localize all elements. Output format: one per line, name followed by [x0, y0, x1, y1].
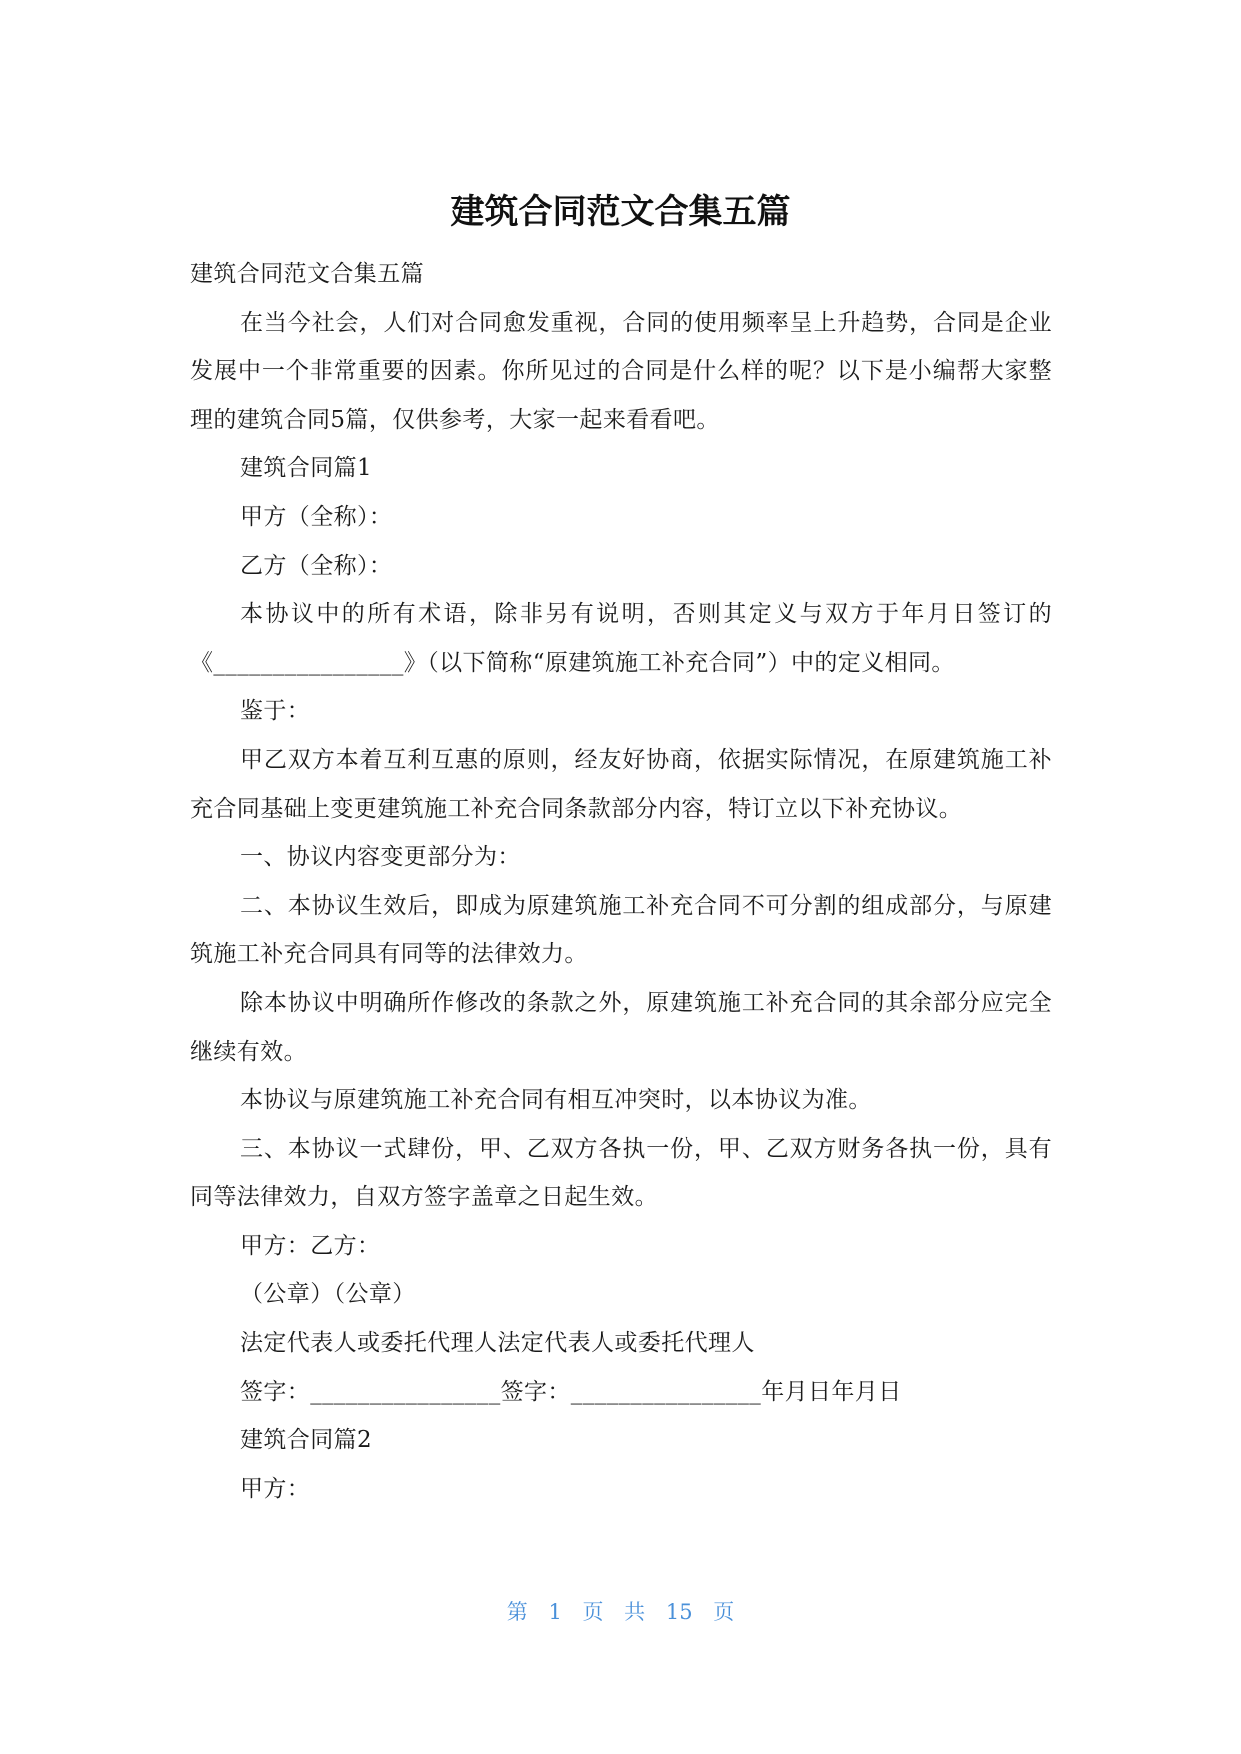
page-number-footer: 第 1 页 共 15 页	[506, 1600, 735, 1624]
section-heading: 建筑合同篇2	[240, 1427, 373, 1454]
paragraph: 建筑合同范文合集五篇	[190, 261, 424, 287]
paragraph: 二、本协议生效后，即成为原建筑施工补充合同不可分割的组成部分，与原建筑施工补充合同具有同等的法律效力。	[190, 892, 1052, 968]
paragraph: 甲方：乙方：	[240, 1232, 381, 1259]
paragraph: 三、本协议一式肆份，甲、乙双方各执一份，甲、乙双方财务各执一份，具有同等法律效力，自双方签字盖章之日起生效。	[190, 1135, 1052, 1211]
paragraph: 在当今社会，人们对合同愈发重视，合同的使用频率呈上升趋势，合同是企业发展中一个非常重要的因素。你所见过的合同是什么样的呢？以下是小编帮大家整理的建筑合同5篇，仅供参考，大家一起来看看吧。	[190, 309, 1052, 433]
paragraph: 甲乙双方本着互利互惠的原则，经友好协商，依据实际情况，在原建筑施工补充合同基础上变更建筑施工补充合同条款部分内容，特订立以下补充协议。	[190, 746, 1052, 822]
paragraph: 签字：________________签字：________________年月日年月日	[240, 1378, 902, 1405]
paragraph: 鉴于：	[240, 698, 311, 725]
document-title: 建筑合同范文合集五篇	[450, 192, 791, 232]
paragraph: 本协议中的所有术语，除非另有说明，否则其定义与双方于年月日签订的《________________》（以下简称“原建筑施工补充合同”）中的定义相同。	[190, 601, 1052, 676]
paragraph: 乙方（全称）：	[240, 552, 393, 579]
paragraph: 甲方（全称）：	[240, 503, 393, 530]
paragraph: 法定代表人或委托代理人法定代表人或委托代理人	[240, 1330, 755, 1357]
paragraph: 本协议与原建筑施工补充合同有相互冲突时，以本协议为准。	[240, 1087, 872, 1114]
paragraph: 甲方：	[240, 1475, 311, 1502]
section-heading: 建筑合同篇1	[240, 455, 373, 482]
paragraph: 一、协议内容变更部分为：	[240, 844, 521, 871]
paragraph: （公章）（公章）	[240, 1281, 416, 1308]
document-body	[190, 250, 1052, 1513]
paragraph: 除本协议中明确所作修改的条款之外，原建筑施工补充合同的其余部分应完全继续有效。	[190, 989, 1052, 1065]
